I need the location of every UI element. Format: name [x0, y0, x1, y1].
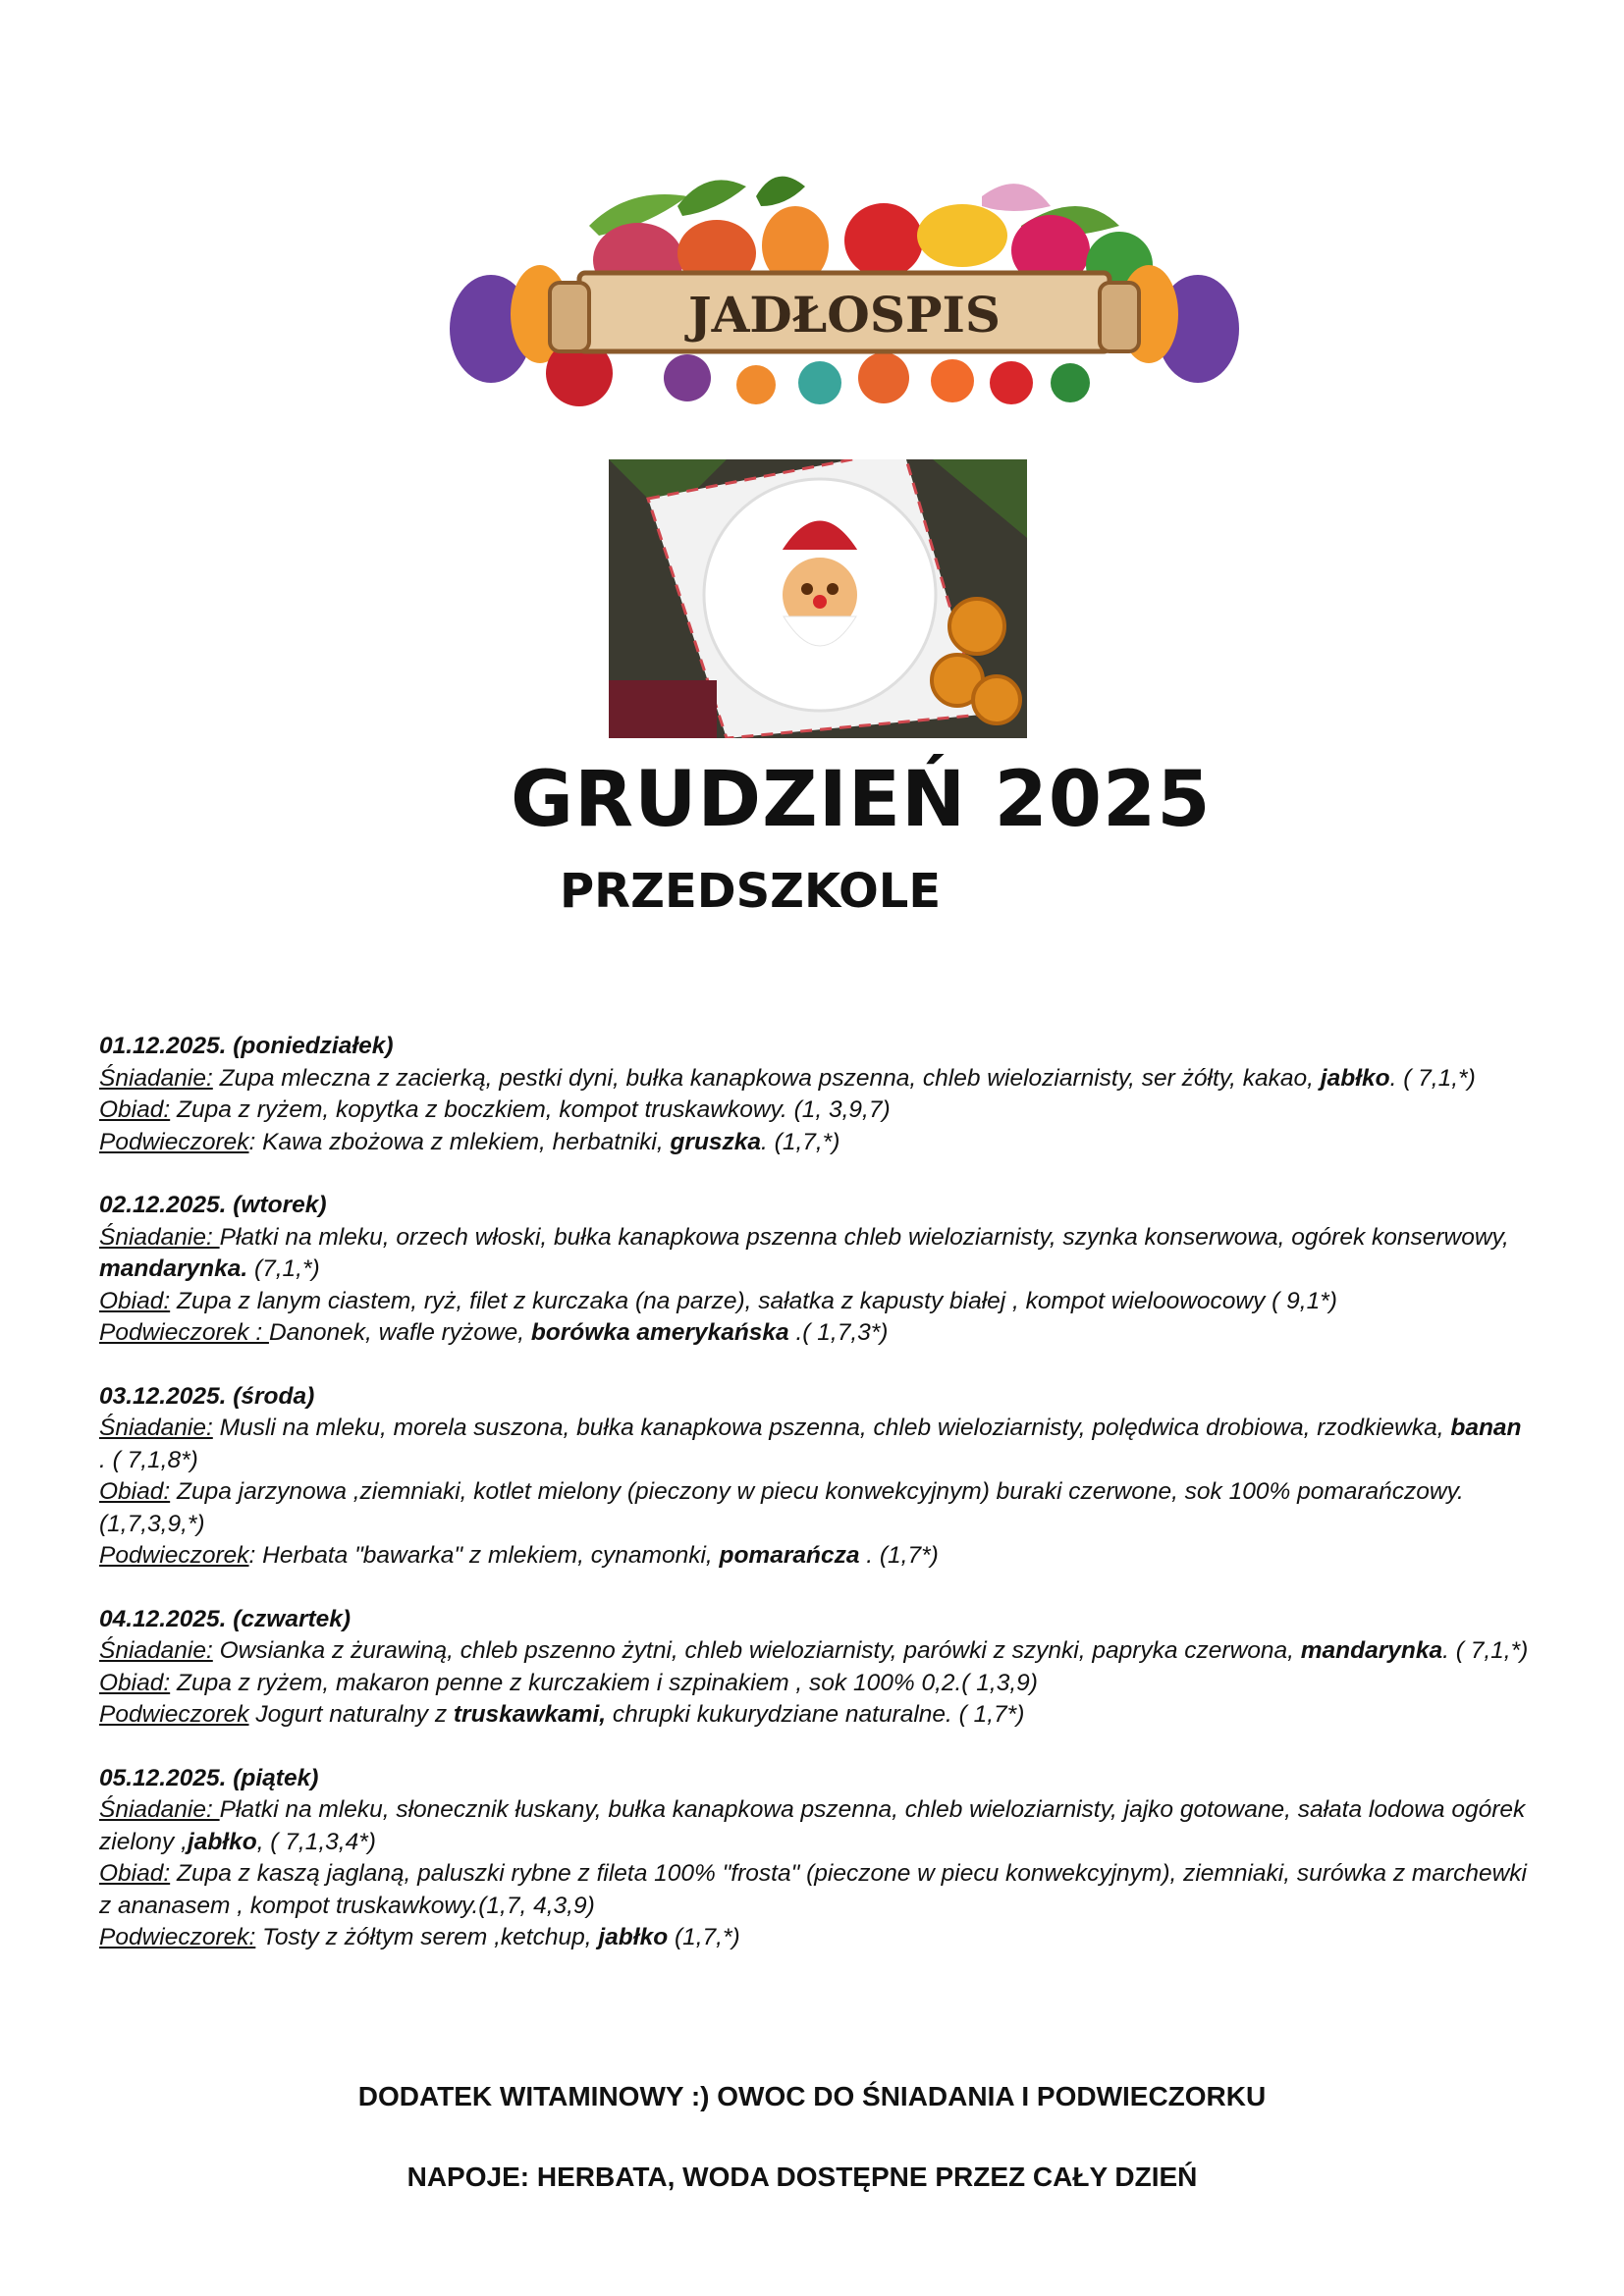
- lunch-line: [99, 1668, 1533, 1700]
- snack-line: [99, 1540, 1533, 1573]
- breakfast-fruit: mandarynka.: [99, 1255, 248, 1282]
- lunch-label: Obiad:: [99, 1096, 171, 1123]
- day-entry: [99, 1190, 1533, 1350]
- day-date: 04.12.2025. (czwartek): [99, 1605, 352, 1632]
- lunch-text: Zupa z ryżem, kopytka z boczkiem, kompot truskawkowy. (1, 3,9,7): [170, 1096, 891, 1123]
- day-entry: [99, 1031, 1533, 1158]
- snack-text: Tosty z żółtym serem ,ketchup,: [255, 1924, 599, 1950]
- snack-fruit: borówka amerykańska: [530, 1319, 789, 1346]
- lunch-text: Zupa z kaszą jaglaną, paluszki rybne z fileta 100% "frosta" (pieczone w piecu konwekcyjnym), ziemniaki, surówka z marchewki z ananasem , kompot truskawkowy.(1,7, 4,3,9): [99, 1860, 1527, 1919]
- vitamin-note: DODATEK WITAMINOWY :) OWOC DO ŚNIADANIA I PODWIECZORKU: [357, 2081, 1267, 2111]
- day-entry: [99, 1763, 1533, 1954]
- menu-list: [99, 1031, 1533, 1986]
- breakfast-text: Zupa mleczna z zacierką, pestki dyni, bułka kanapkowa pszenna, chleb wieloziarnisty, ser żółty, kakao,: [212, 1064, 1314, 1092]
- breakfast-allergens: . ( 7,1,8*): [99, 1446, 198, 1473]
- christmas-santa-plate-photo: [609, 459, 1027, 738]
- snack-fruit: jabłko: [598, 1924, 669, 1950]
- snack-fruit: truskawkami,: [453, 1701, 607, 1728]
- snack-line: [99, 1127, 1533, 1159]
- month-title: GRUDZIEŃ 2025: [511, 756, 1212, 844]
- lunch-label: Obiad:: [99, 1287, 171, 1314]
- logo-text: JADŁOSPIS: [687, 286, 1001, 344]
- drinks-note: NAPOJE: HERBATA, WODA DOSTĘPNE PRZEZ CAŁY DZIEŃ: [406, 2162, 1198, 2192]
- breakfast-label: Śniadanie:: [99, 1796, 220, 1823]
- snack-allergens: (1,7,*): [668, 1924, 740, 1950]
- day-date: 03.12.2025. (środa): [99, 1382, 315, 1410]
- snack-label: Podwieczorek :: [99, 1319, 269, 1346]
- day-date: 05.12.2025. (piątek): [99, 1764, 319, 1791]
- snack-allergens: .( 1,7,3*): [788, 1319, 889, 1346]
- breakfast-text: Płatki na mleku, słonecznik łuskany, bułka kanapkowa pszenna, chleb wieloziarnisty, jajko gotowane, sałata lodowa ogórek zielony ,: [99, 1796, 1526, 1855]
- snack-text: : Kawa zbożowa z mlekiem, herbatniki,: [248, 1128, 671, 1155]
- snack-allergens: chrupki kukurydziane naturalne. ( 1,7*): [606, 1701, 1025, 1728]
- snack-label: Podwieczorek: [99, 1701, 249, 1728]
- snack-text: : Herbata "bawarka" z mlekiem, cynamonki,: [248, 1542, 720, 1569]
- breakfast-label: Śniadanie:: [99, 1637, 213, 1664]
- snack-label: Podwieczorek: [99, 1128, 249, 1155]
- breakfast-label: Śniadanie:: [99, 1064, 213, 1092]
- day-entry: [99, 1604, 1533, 1732]
- breakfast-label: Śniadanie:: [99, 1223, 220, 1251]
- snack-line: [99, 1699, 1533, 1732]
- snack-allergens: . (1,7*): [859, 1542, 939, 1569]
- group-title: PRZEDSZKOLE: [560, 864, 942, 919]
- lunch-label: Obiad:: [99, 1669, 171, 1696]
- breakfast-fruit: jabłko: [187, 1828, 257, 1855]
- lunch-line: [99, 1476, 1533, 1540]
- breakfast-text: Musli na mleku, morela suszona, bułka kanapkowa pszenna, chleb wieloziarnisty, polędwica drobiowa, rzodkiewka,: [212, 1415, 1451, 1441]
- breakfast-fruit: mandarynka: [1300, 1637, 1443, 1664]
- snack-fruit: gruszka: [670, 1128, 762, 1155]
- day-date: 02.12.2025. (wtorek): [99, 1192, 327, 1218]
- lunch-label: Obiad:: [99, 1860, 171, 1887]
- snack-label: Podwieczorek: [99, 1542, 249, 1569]
- snack-line: [99, 1922, 1533, 1954]
- lunch-line: [99, 1095, 1533, 1127]
- snack-text: Jogurt naturalny z: [248, 1701, 454, 1728]
- breakfast-text: Płatki na mleku, orzech włoski, bułka kanapkowa pszenna chleb wieloziarnisty, szynka konserwowa, ogórek konserwowy,: [219, 1223, 1509, 1251]
- breakfast-line: [99, 1063, 1533, 1095]
- snack-label: Podwieczorek:: [99, 1924, 256, 1950]
- breakfast-line: [99, 1794, 1533, 1858]
- breakfast-text: Owsianka z żurawiną, chleb pszenno żytni, chleb wieloziarnisty, parówki z szynki, papryka czerwona,: [212, 1637, 1301, 1664]
- breakfast-label: Śniadanie:: [99, 1415, 213, 1441]
- breakfast-allergens: . ( 7,1,*): [1442, 1637, 1529, 1664]
- lunch-line: [99, 1858, 1533, 1922]
- day-date: 01.12.2025. (poniedziałek): [99, 1033, 394, 1059]
- snack-allergens: . (1,7,*): [761, 1128, 840, 1155]
- lunch-text: Zupa z ryżem, makaron penne z kurczakiem i szpinakiem , sok 100% 0,2.( 1,3,9): [170, 1669, 1038, 1696]
- breakfast-line: [99, 1222, 1533, 1286]
- lunch-text: Zupa jarzynowa ,ziemniaki, kotlet mielony (pieczony w piecu konwekcyjnym) buraki czerwone, sok 100% pomarańczowy. (1,7,3,9,*): [99, 1478, 1464, 1537]
- breakfast-fruit: banan: [1450, 1415, 1522, 1441]
- breakfast-allergens: . ( 7,1,*): [1389, 1064, 1476, 1092]
- breakfast-fruit: jabłko: [1320, 1064, 1390, 1092]
- breakfast-line: [99, 1635, 1533, 1668]
- breakfast-line: [99, 1413, 1533, 1476]
- breakfast-allergens: (7,1,*): [247, 1255, 320, 1282]
- lunch-line: [99, 1286, 1533, 1318]
- snack-fruit: pomarańcza: [719, 1542, 860, 1569]
- jadlospis-logo: [432, 167, 1257, 432]
- snack-text: Danonek, wafle ryżowe,: [268, 1319, 531, 1346]
- day-entry: [99, 1381, 1533, 1573]
- lunch-text: Zupa z lanym ciastem, ryż, filet z kurczaka (na parze), sałatka z kapusty białej , kompot wieloowocowy ( 9,1*): [170, 1287, 1337, 1314]
- lunch-label: Obiad:: [99, 1478, 171, 1505]
- breakfast-allergens: , ( 7,1,3,4*): [256, 1828, 376, 1855]
- snack-line: [99, 1317, 1533, 1350]
